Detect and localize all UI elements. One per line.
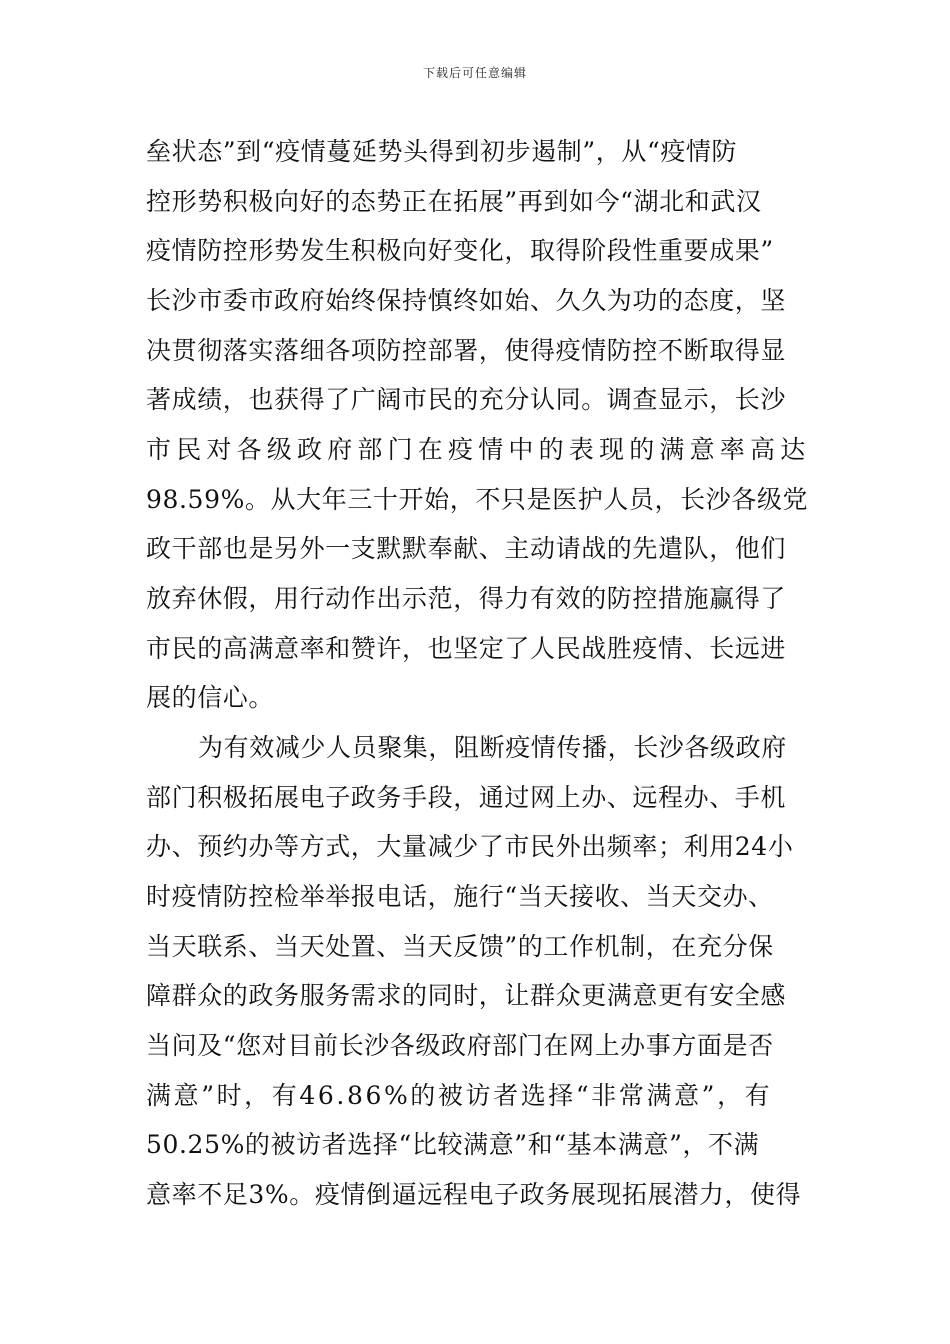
- paragraph-first-line: 为有效减少人员聚集，阻断疫情传播，长沙各级政府: [198, 733, 787, 762]
- text-line: 决贯彻落实落细各项防控部署，使得疫情防控不断取得显: [146, 336, 787, 365]
- text-line: 控形势积极向好的态势正在拓展”再到如今“湖北和武汉: [146, 187, 762, 216]
- text-line: 市民对各级政府部门在疫情中的表现的满意率高达: [146, 435, 811, 464]
- text-line: 政干部也是另外一支默默奉献、主动请战的先遣队，他们: [146, 534, 787, 563]
- text-line: 障群众的政务服务需求的同时，让群众更满意更有安全感: [146, 981, 787, 1010]
- text-line: 著成绩，也获得了广阔市民的充分认同。调查显示，长沙: [146, 385, 787, 414]
- text-line: 意率不足3%。疫情倒逼远程电子政务展现拓展潜力，使得: [146, 1180, 802, 1209]
- text-line: 放弃休假，用行动作出示范，得力有效的防控措施赢得了: [146, 584, 787, 613]
- text-line: 时疫情防控检举举报电话，施行“当天接收、当天交办、: [146, 882, 774, 911]
- text-line: 展的信心。: [146, 683, 275, 712]
- text-line: 当问及“您对目前长沙各级政府部门在网上办事方面是否: [146, 1031, 774, 1060]
- text-line: 市民的高满意率和赞许，也坚定了人民战胜疫情、长远进: [146, 634, 787, 663]
- text-line: 办、预约办等方式，大量减少了市民外出频率；利用24小: [146, 832, 794, 861]
- text-line: 部门积极拓展电子政务手段，通过网上办、远程办、手机: [146, 783, 787, 812]
- text-line: 疫情防控形势发生积极向好变化，取得阶段性重要成果”: [146, 236, 774, 265]
- text-line: 当天联系、当天处置、当天反馈”的工作机制，在充分保: [146, 932, 774, 961]
- page-header: 下载后可任意编辑: [422, 66, 527, 80]
- text-line: 50.25%的被访者选择“比较满意”和“基本满意”，不满: [146, 1130, 760, 1159]
- text-line: 长沙市委市政府始终保持慎终如始、久久为功的态度，坚: [146, 286, 787, 315]
- text-line: 满意”时，有46.86%的被访者选择“非常满意”，有: [146, 1081, 773, 1110]
- text-line: 垒状态”到“疫情蔓延势头得到初步遏制”，从“疫情防: [146, 137, 738, 166]
- text-line: 98.59%。从大年三十开始，不只是医护人员，长沙各级党: [146, 485, 809, 514]
